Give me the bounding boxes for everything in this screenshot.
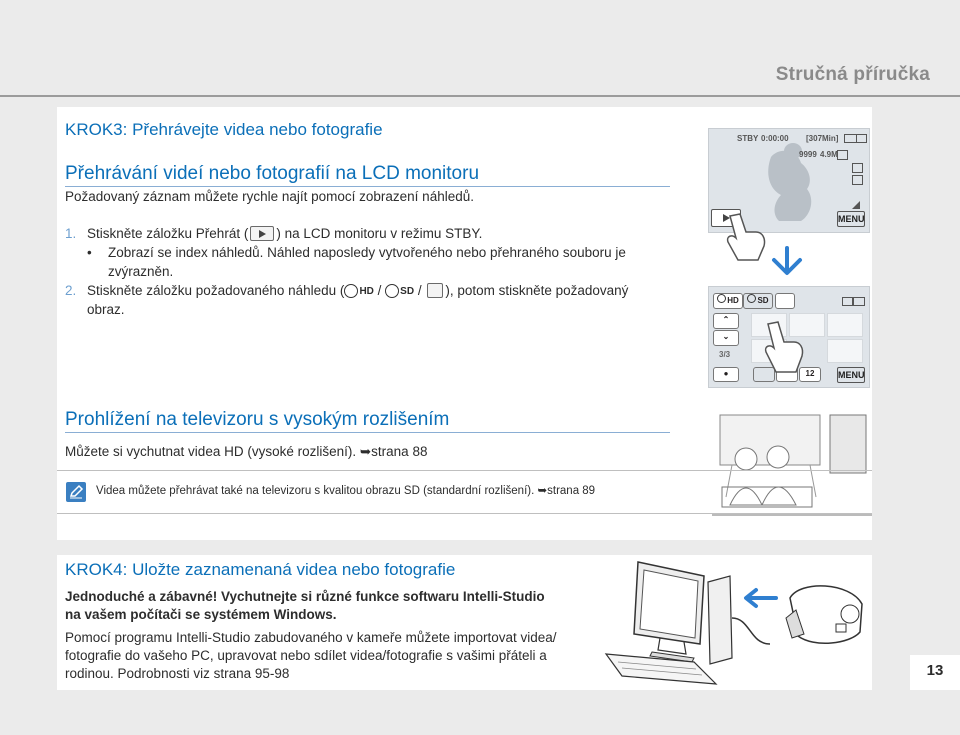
tv-section-text: Můžete si vychutnat videa HD (vysoké rozlišení). ➥strana 88	[65, 444, 428, 459]
tab-sd[interactable]: SD	[743, 293, 773, 309]
status-stby: STBY	[737, 134, 759, 143]
photo-resolution: 4.9M	[820, 150, 838, 159]
battery-icon	[856, 134, 867, 143]
bullet-text: Zobrazí se index náhledů. Náhled naposledy vytvořeného nebo přehraného souboru je	[108, 245, 626, 260]
status-time: 0:00:00	[761, 134, 789, 143]
step4-text-line-1: Pomocí programu Intelli-Studio zabudovaného v kameře můžete importovat videa/	[65, 630, 557, 645]
play-tab-icon	[250, 226, 274, 241]
status-remaining: [307Min]	[806, 134, 839, 143]
video-hd-icon	[344, 284, 358, 298]
stabilizer-icon	[852, 163, 863, 173]
lcd-step-1	[65, 224, 482, 243]
step4-bold-line-2: na vašem počítači se systémem Windows.	[65, 607, 337, 622]
scroll-down-button[interactable]: ⌄	[713, 330, 739, 346]
page-number: 13	[926, 662, 944, 679]
step-2-text-cont: obraz.	[87, 302, 125, 317]
lcd-step-2: 2. Stiskněte záložku požadovaného náhledu ( HD / SD / ), potom stiskněte požadovaný	[65, 281, 675, 301]
step-1-text-a: Stiskněte záložku Přehrát (	[87, 226, 249, 241]
header-divider	[0, 95, 960, 97]
battery-icon	[853, 297, 865, 306]
sd-label: SD	[400, 286, 415, 297]
thumbnail[interactable]	[827, 339, 863, 363]
record-mode-button[interactable]: ●	[713, 367, 739, 382]
thumbnail[interactable]	[827, 313, 863, 337]
count-button[interactable]: 12	[799, 367, 821, 382]
page-header-title: Stručná příručka	[775, 64, 930, 85]
lcd-section-title: Přehrávání videí nebo fotografií na LCD monitoru	[65, 163, 670, 187]
touch-hand-icon	[758, 318, 808, 376]
arrow-down-icon	[770, 246, 804, 276]
menu-button[interactable]: MENU	[837, 211, 865, 227]
video-sd-icon	[385, 284, 399, 298]
face-detection-icon	[852, 175, 863, 185]
note-text: Videa můžete přehrávat také na televizoru s kvalitou obrazu SD (standardní rozlišení). ➥strana 89	[96, 485, 596, 497]
photo-icon	[427, 283, 443, 298]
scroll-up-button[interactable]: ⌃	[713, 313, 739, 329]
page-indicator: 3/3	[719, 350, 731, 359]
note-pencil-icon	[66, 482, 86, 502]
tv-viewing-illustration	[712, 407, 872, 517]
bullet-dot-icon: •	[87, 245, 92, 260]
note-divider-top	[57, 470, 872, 471]
quality-icon	[837, 150, 848, 160]
step-2-text-b: ), potom stiskněte požadovaný	[445, 283, 629, 298]
step-number: 2.	[65, 283, 77, 298]
step4-text-line-2: fotografie do vašeho PC, upravovat nebo sdílet videa/fotografie s vašimi přáteli a	[65, 648, 547, 663]
step-2-text-a: Stiskněte záložku požadovaného náhledu (	[87, 283, 345, 298]
lcd-step-1-bullet	[87, 243, 626, 262]
tab-hd[interactable]: HD	[713, 293, 743, 309]
note-divider-bottom	[57, 513, 872, 514]
expand-icon	[852, 201, 860, 209]
step-1-text-b: ) na LCD monitoru v režimu STBY.	[276, 226, 483, 241]
step4-bold-line-1: Jednoduché a zábavné! Vychutnejte si různé funkce softwaru Intelli-Studio	[65, 589, 545, 604]
hd-label: HD	[359, 286, 374, 297]
touch-hand-icon	[722, 210, 768, 264]
menu-button[interactable]: MENU	[837, 367, 865, 383]
photo-counter: 9999	[799, 150, 817, 159]
lcd-section-intro: Požadovaný záznam můžete rychle najít pomocí zobrazení náhledů.	[65, 189, 474, 204]
step3-heading: KROK3: Přehrávejte videa nebo fotografie	[65, 120, 383, 139]
tv-section-title: Prohlížení na televizoru s vysokým rozlišením	[65, 409, 670, 433]
bullet-text-cont: zvýrazněn.	[108, 264, 174, 279]
step4-heading: KROK4: Uložte zaznamenaná videa nebo fotografie	[65, 560, 456, 579]
pc-camcorder-illustration	[600, 558, 870, 688]
tab-photo[interactable]	[775, 293, 795, 309]
step4-text-line-3: rodinou. Podrobnosti viz strana 95-98	[65, 666, 290, 681]
step-number: 1.	[65, 226, 77, 241]
memory-card-icon	[842, 297, 853, 306]
